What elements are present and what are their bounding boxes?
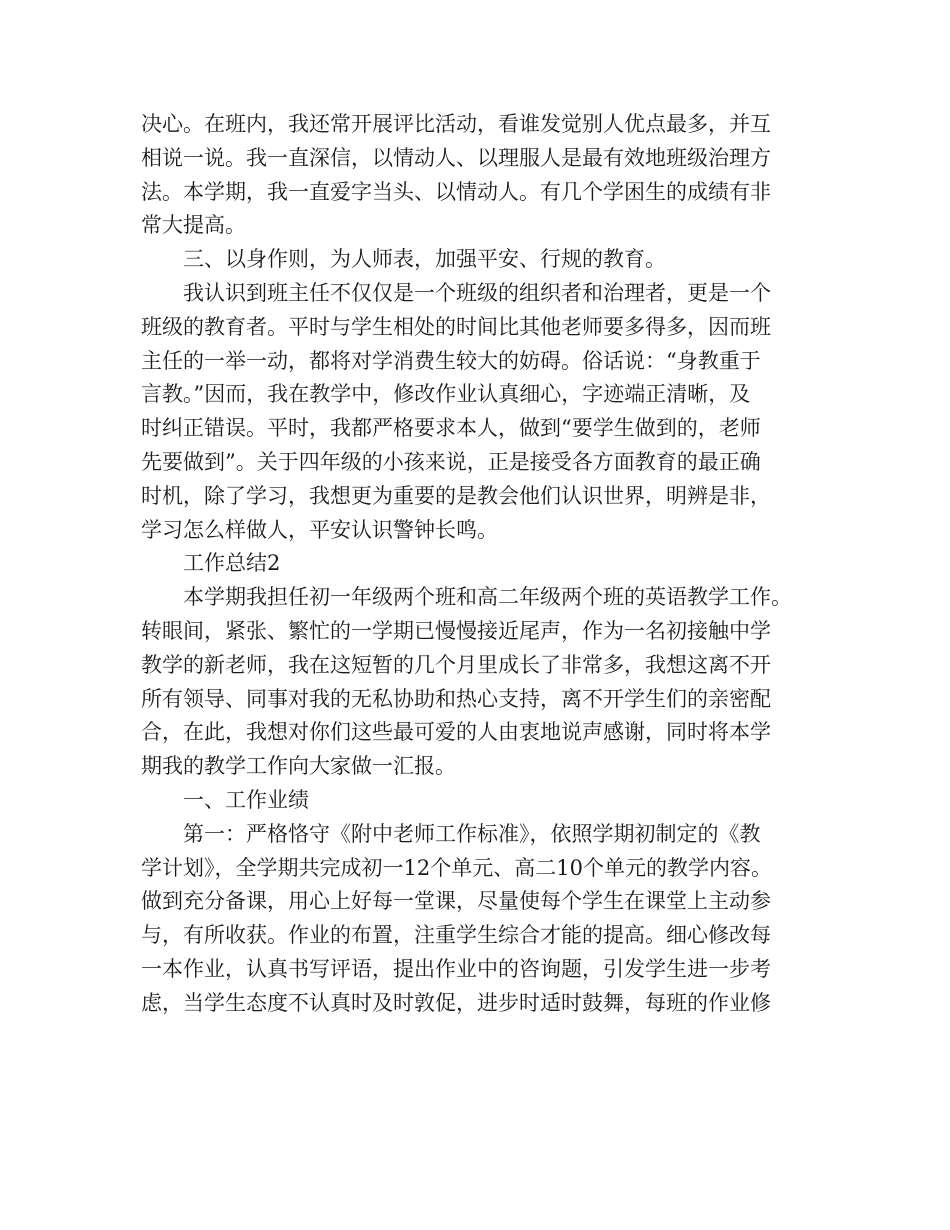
text-line: 时机，除了学习，我想更为重要的是教会他们认识世界，明辨是非，: [141, 483, 771, 508]
text-line: 法。本学期，我一直爱字当头、以情动人。有几个学困生的成绩有非: [141, 179, 771, 204]
text-line: 时纠正错误。平时，我都严格要求本人，做到“要学生做到的，老师: [141, 416, 761, 441]
text-line: 先要做到”。关于四年级的小孩来说，正是接受各方面教育的最正确: [141, 449, 761, 474]
text-line: 虑，当学生态度不认真时及时敦促，进步时适时鼓舞，每班的作业修: [141, 990, 771, 1015]
text-line: 言教。”因而，我在教学中，修改作业认真细心，字迹端正清晰，及: [141, 382, 751, 407]
section-heading: 工作总结2: [183, 551, 281, 576]
document-body: [141, 108, 841, 1021]
text-line: 转眼间，紧张、繁忙的一学期已慢慢接近尾声，作为一名初接触中学: [141, 618, 771, 643]
text-line: 决心。在班内，我还常开展评比活动，看谁发觉别人优点最多，并互: [141, 112, 771, 136]
text-line: 学计划》，全学期共完成初一12个单元、高二10个单元的教学内容。: [141, 855, 772, 880]
section-heading: 一、工作业绩: [183, 787, 309, 812]
text-line: 第一：严格恪守《附中老师工作标准》，依照学期初制定的《教: [183, 821, 761, 846]
text-line: 学习怎么样做人，平安认识警钟长鸣。: [141, 517, 498, 542]
text-line: 所有领导、同事对我的无私协助和热心支持，离不开学生们的亲密配: [141, 686, 771, 711]
text-line: 主任的一举一动，都将对学消费生较大的妨碍。俗话说：“身教重于: [141, 348, 761, 373]
text-line: 一本作业，认真书写评语，提出作业中的咨询题，引发学生进一步考: [141, 956, 771, 981]
text-line: 与，有所收获。作业的布置，注重学生综合才能的提高。细心修改每: [141, 923, 771, 948]
section-heading: 三、以身作则，为人师表，加强平安、行规的教育。: [183, 247, 666, 272]
text-line: 教学的新老师，我在这短暂的几个月里成长了非常多，我想这离不开: [141, 652, 771, 677]
text-line: 常大提高。: [141, 213, 246, 238]
text-line: 本学期我担任初一年级两个班和高二年级两个班的英语教学工作。: [183, 585, 792, 610]
text-line: 合，在此，我想对你们这些最可爱的人由衷地说声感谢，同时将本学: [141, 720, 771, 745]
text-line: 班级的教育者。平时与学生相处的时间比其他老师要多得多，因而班: [141, 314, 771, 339]
text-line: 做到充分备课，用心上好每一堂课，尽量使每个学生在课堂上主动参: [141, 889, 771, 914]
text-line: 期我的教学工作向大家做一汇报。: [141, 754, 456, 779]
text-line: 我认识到班主任不仅仅是一个班级的组织者和治理者，更是一个: [183, 280, 771, 305]
text-line: 相说一说。我一直深信，以情动人、以理服人是最有效地班级治理方: [141, 145, 771, 170]
